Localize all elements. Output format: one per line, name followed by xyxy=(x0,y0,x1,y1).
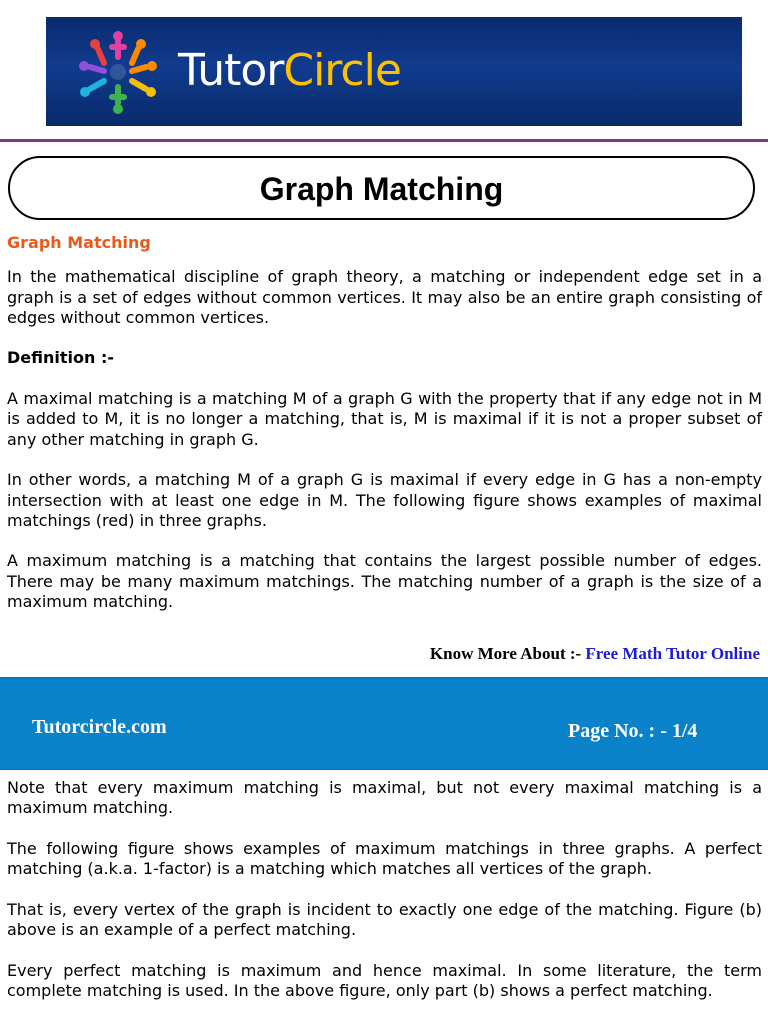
paragraph: A maximal matching is a matching M of a graph G with the property that if any edge not in M is added to M, it is no longer a matching, that is, M is maximal if it is not a proper subset of any other matching in graph G. xyxy=(7,389,762,449)
free-math-tutor-link[interactable]: Free Math Tutor Online xyxy=(585,644,760,663)
definition-label: Definition :- xyxy=(7,348,114,368)
paragraph: Note that every maximum matching is maximal, but not every maximal matching is a maximum matching. xyxy=(7,778,762,818)
know-more-label: Know More About :- xyxy=(429,644,586,663)
logo-word-tutor: Tutor xyxy=(178,45,284,96)
paragraph: In other words, a matching M of a graph G is maximal if every edge in G has a non-empty intersection with at least one edge in M. The following figure shows examples of maximal matchings (red) in three graphs. xyxy=(7,470,762,530)
intro-paragraph: In the mathematical discipline of graph theory, a matching or independent edge set in a graph is a set of edges without common vertices. It may also be an entire graph consisting of edges without common vertices. xyxy=(7,267,762,327)
header-divider xyxy=(0,139,768,142)
logo-wordmark xyxy=(178,43,401,99)
page-number: Page No. : - 1/4 xyxy=(568,720,698,742)
paragraph: Every perfect matching is maximum and hence maximal. In some literature, the term complete matching is used. In the above figure, only part (b) shows a perfect matching. xyxy=(7,960,762,1000)
paragraph: A maximum matching is a matching that contains the largest possible number of edges. There may be many maximum matchings. The matching number of a graph is the size of a maximum matching. xyxy=(7,551,762,612)
tutorcircle-logo-icon xyxy=(68,27,168,117)
page1-body xyxy=(7,233,762,612)
header-banner xyxy=(46,17,742,126)
page2-body xyxy=(7,778,762,1001)
know-more-line xyxy=(430,644,760,664)
page-footer xyxy=(0,677,768,770)
logo-word-circle: Circle xyxy=(283,45,401,96)
section-heading: Graph Matching xyxy=(7,233,151,252)
title-box xyxy=(8,156,755,220)
footer-site-name: Tutorcircle.com xyxy=(32,716,167,738)
paragraph: That is, every vertex of the graph is incident to exactly one edge of the matching. Figure (b) above is an example of a perfect matching. xyxy=(7,899,762,940)
paragraph: The following figure shows examples of maximum matchings in three graphs. A perfect matching (a.k.a. 1-factor) is a matching which matches all vertices of the graph. xyxy=(7,838,762,879)
page-title: Graph Matching xyxy=(259,171,504,207)
